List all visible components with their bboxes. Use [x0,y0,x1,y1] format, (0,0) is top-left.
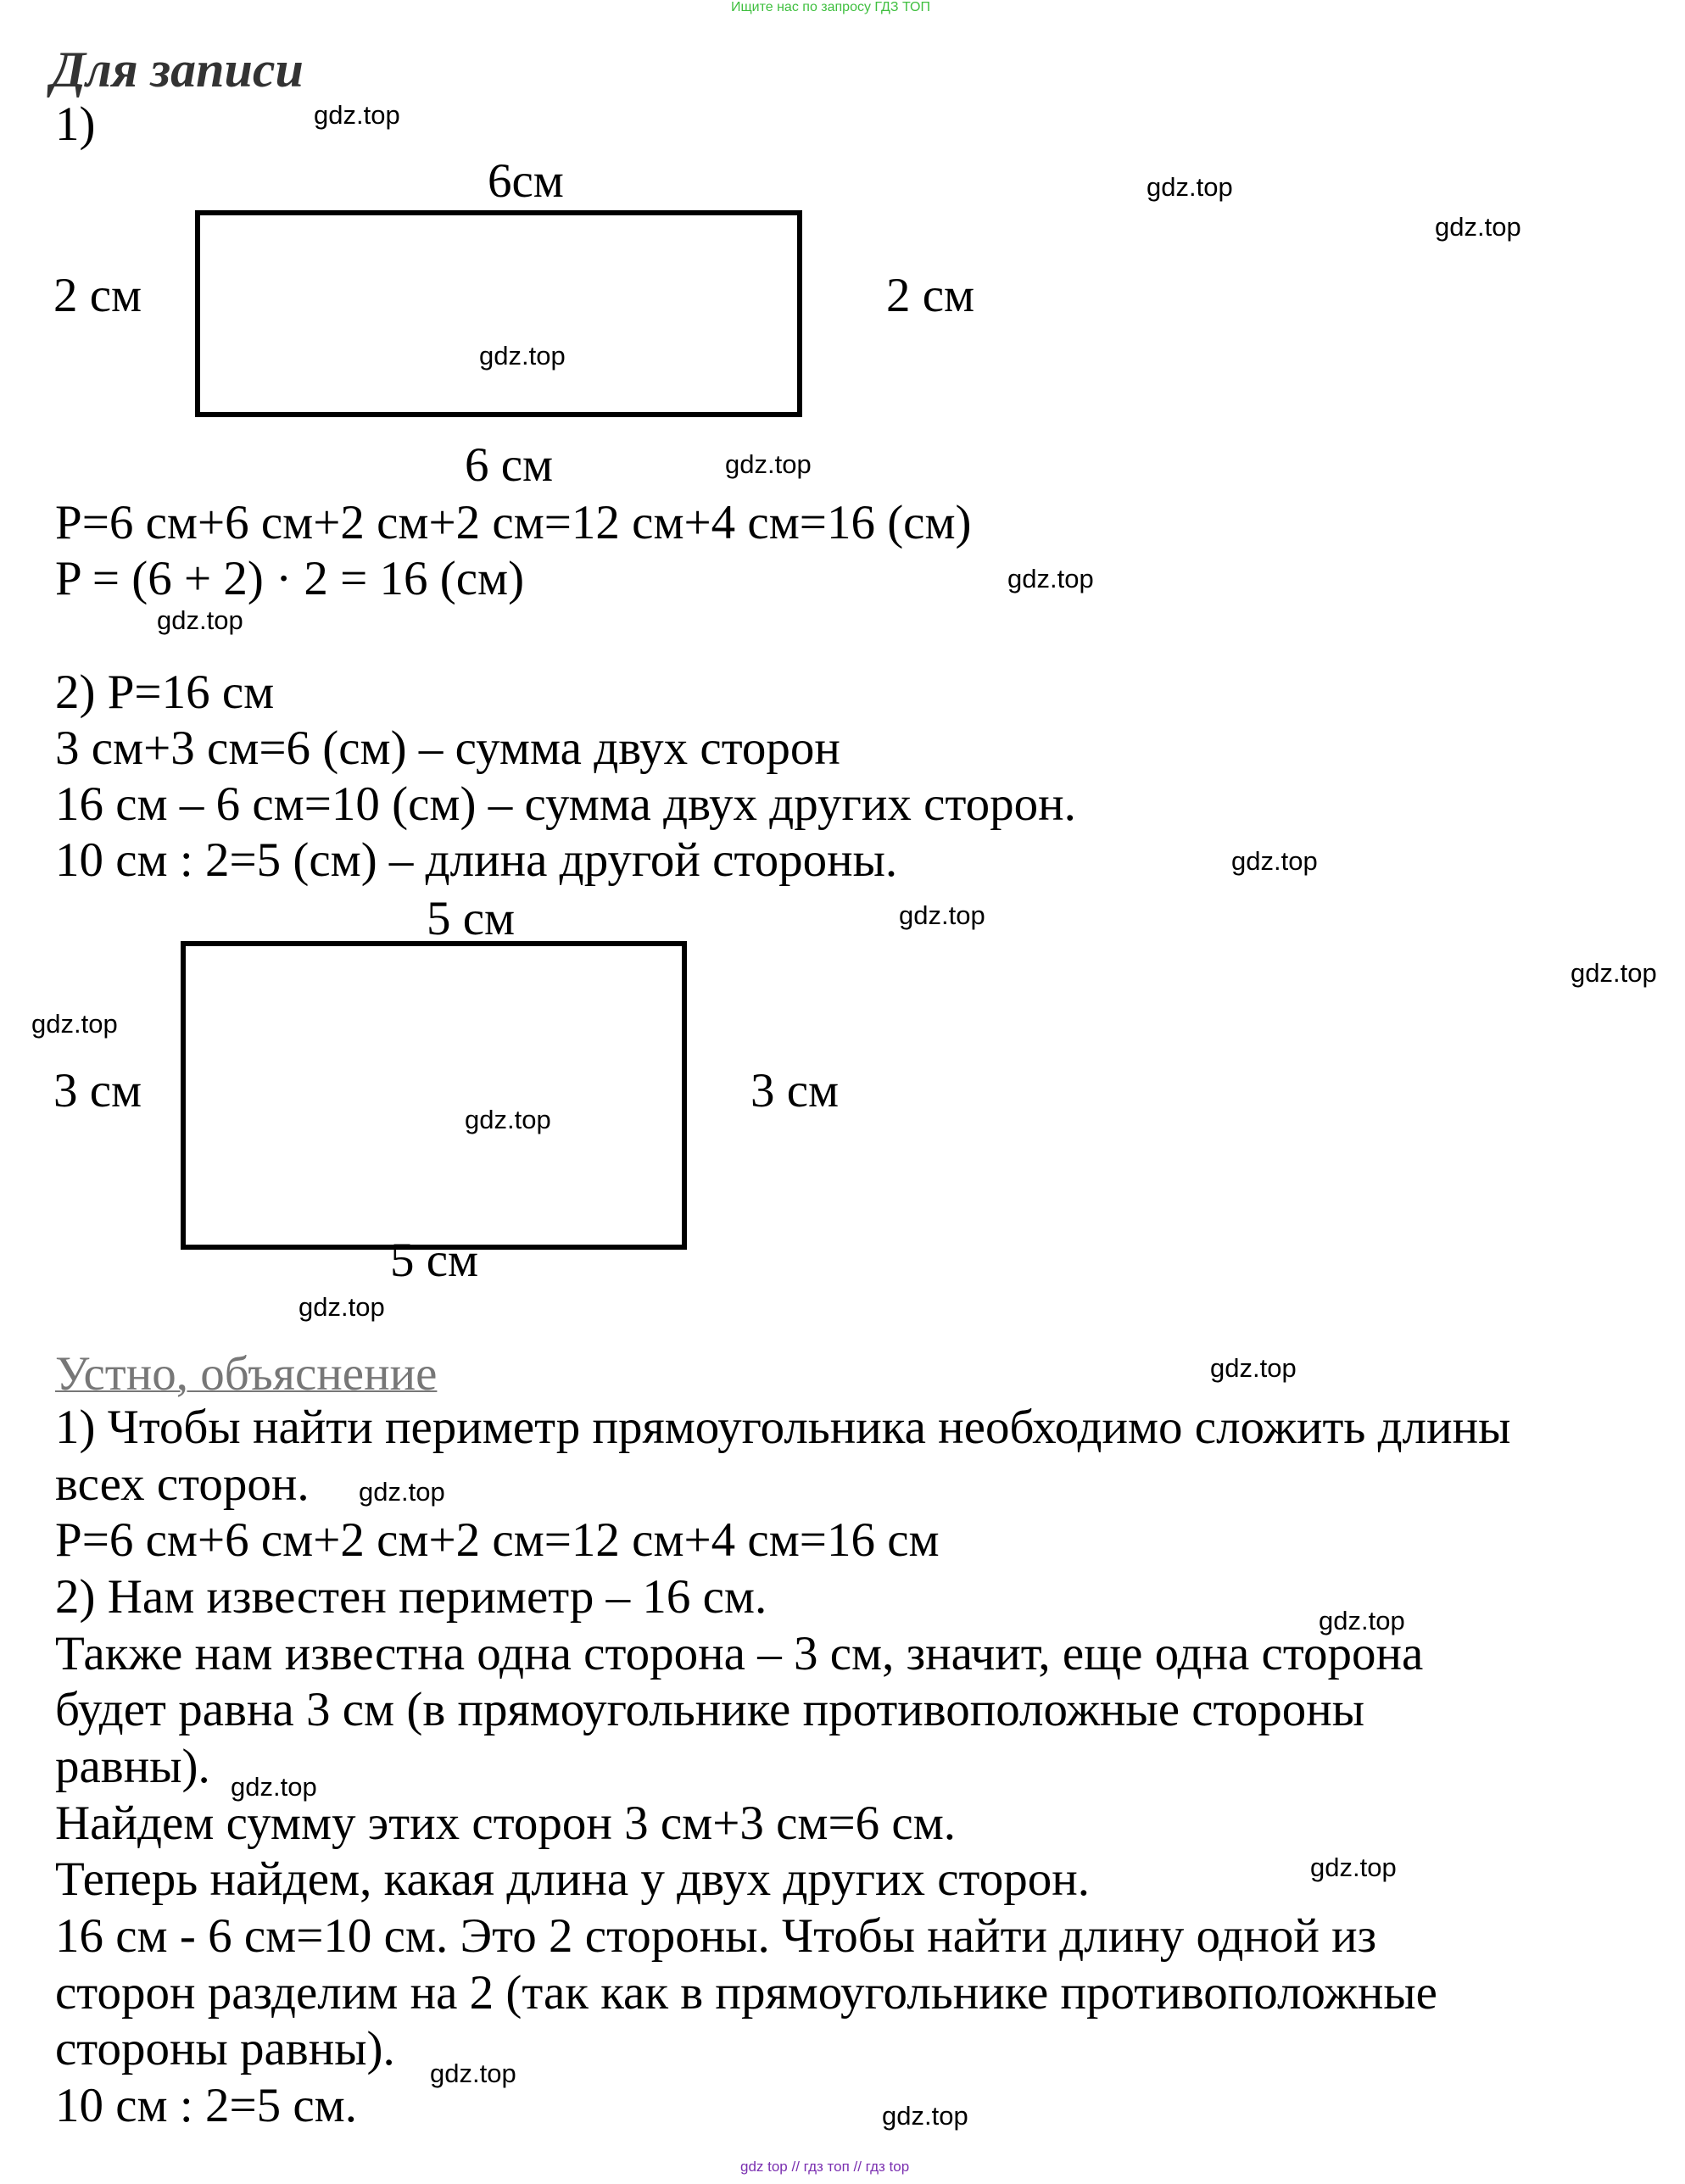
watermark: gdz.top [479,341,566,370]
oral-line-2: всех сторон. [55,1457,310,1511]
oral-line-8: Найдем сумму этих сторон 3 см+3 см=6 см. [55,1797,957,1850]
oral-line-12: стороны равны). [55,2022,395,2075]
oral-line-13: 10 см : 2=5 см. [55,2079,357,2132]
oral-line-3: P=6 см+6 см+2 см+2 см=12 см+4 см=16 см [55,1513,940,1567]
watermark: gdz.top [1435,212,1521,242]
footer-links: gdz top // гдз топ // гдз top [740,2159,910,2175]
rect2-bottom-label: 5 см [390,1234,479,1287]
oral-line-4: 2) Нам известен периметр – 16 см. [55,1570,767,1624]
page-heading: Для записи [51,42,304,98]
rect1-left-label: 2 см [53,269,142,322]
watermark: gdz.top [1319,1606,1405,1635]
task1-label: 1) [55,98,96,151]
rect1-right-label: 2 см [886,269,975,322]
task2-line-1: 2) P=16 см [55,666,275,719]
oral-line-7: равны). [55,1740,210,1793]
oral-line-10: 16 см - 6 см=10 см. Это 2 стороны. Чтобы найти длину одной из [55,1909,1377,1963]
watermark: gdz.top [1147,172,1233,202]
task2-line-3: 16 см – 6 см=10 (см) – сумма двух других сторон. [55,777,1076,831]
watermark: gdz.top [314,100,400,130]
rect1-top-label: 6см [488,154,564,208]
watermark: gdz.top [299,1292,385,1322]
watermark: gdz.top [31,1009,118,1039]
watermark: gdz.top [899,900,985,930]
oral-line-1: 1) Чтобы найти периметр прямоугольника необходимо сложить длины [55,1401,1511,1454]
watermark: gdz.top [465,1105,551,1134]
watermark: gdz.top [430,2059,516,2088]
oral-line-5: Также нам известна одна сторона – 3 см, значит, еще одна сторона [55,1627,1424,1680]
rectangle-1 [195,210,802,417]
task1-perimeter-line: P=6 см+6 см+2 см+2 см=12 см+4 см=16 (см) [55,496,972,549]
oral-line-11: сторон разделим на 2 (так как в прямоугольнике противоположные [55,1966,1437,2020]
watermark: gdz.top [1571,958,1657,988]
watermark: gdz.top [359,1477,445,1507]
rect2-left-label: 3 см [53,1064,142,1117]
watermark: gdz.top [725,449,812,479]
watermark: gdz.top [1210,1353,1297,1383]
top-search-note: Ищите нас по запросу ГДЗ ТОП [731,0,930,14]
watermark: gdz.top [157,605,243,635]
rect2-top-label: 5 см [427,892,516,945]
rect2-right-label: 3 см [750,1064,840,1117]
watermark: gdz.top [1231,846,1318,876]
rect1-bottom-label: 6 см [465,438,554,492]
watermark: gdz.top [882,2101,968,2131]
watermark: gdz.top [1007,564,1094,593]
oral-line-6: будет равна 3 см (в прямоугольнике противоположные стороны [55,1683,1365,1736]
task2-line-4: 10 см : 2=5 (см) – длина другой стороны. [55,833,898,887]
oral-heading: Устно, объяснение [55,1347,438,1401]
task1-formula-line: P = (6 + 2) · 2 = 16 (см) [55,552,525,605]
oral-line-9: Теперь найдем, какая длина у двух других сторон. [55,1852,1090,1906]
watermark: gdz.top [1310,1852,1397,1882]
task2-line-2: 3 см+3 см=6 (см) – сумма двух сторон [55,722,840,775]
watermark: gdz.top [231,1772,317,1802]
rectangle-2 [181,941,687,1250]
